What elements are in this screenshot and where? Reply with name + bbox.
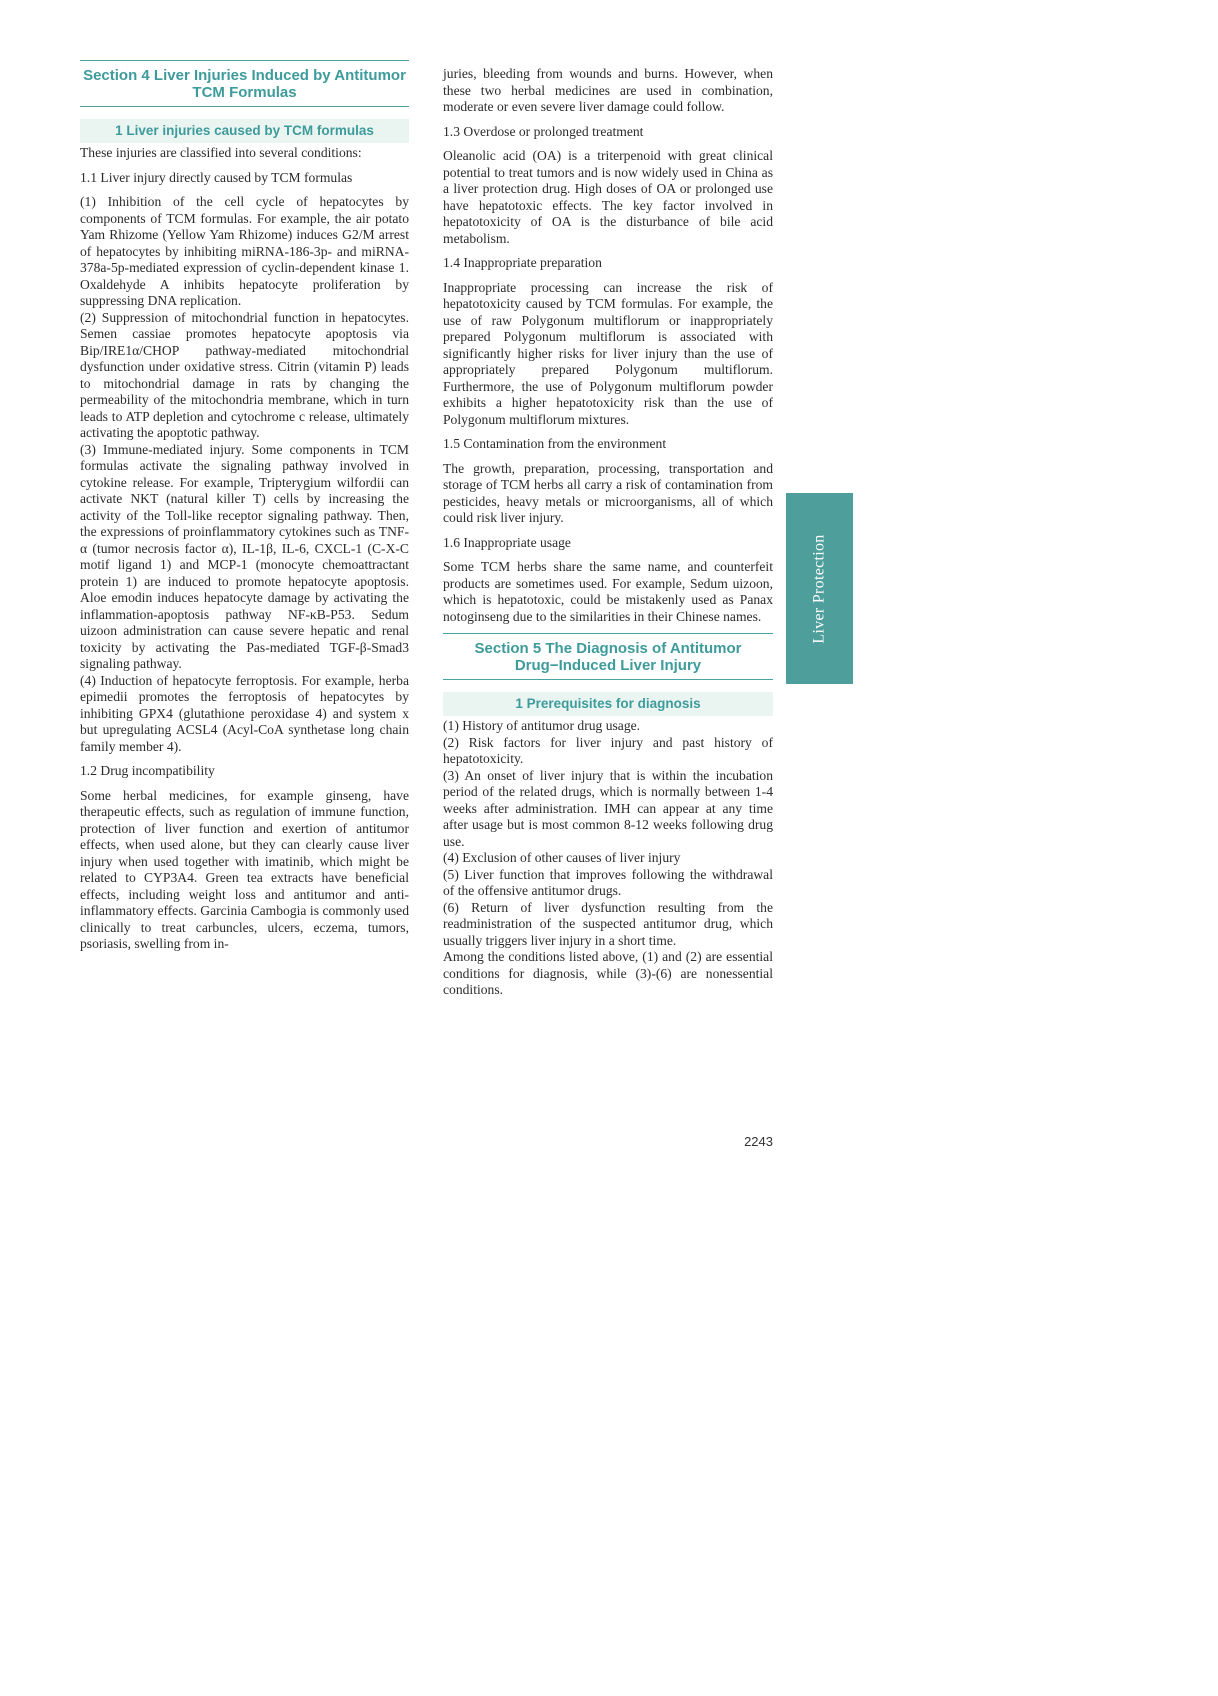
side-tab-label: Liver Protection: [810, 533, 828, 644]
paragraph-immune: (3) Immune-mediated injury. Some components in TCM formulas activate the signaling pathway involved in cytokine release. For example, Tripterygium wilfordii can activate NKT (natural killer T) cells by increasing the activity of the Toll-like receptor signaling pathway. Then, the expressions of proinflammatory cytokines such as TNF-α (tumor necrosis factor α), IL-1β, IL-6, CXCL-1 (C-X-C motif ligand 1) and MCP-1 (monocyte chemoattractant protein 1) are induced to promote hepatocyte apoptosis. Aloe emodin induces hepatocyte damage by activating the inflammation-apoptosis pathway NF-κB-P53. Sedum uizoon administration can cause severe hepatic and renal toxicity by activating the Pas-mediated TGF-β-Smad3 signaling pathway.: [80, 441, 409, 671]
diagnosis-item-3: (3) An onset of liver injury that is within the incubation period of the related drugs, which is normally between 1-4 weeks after administration. IMH can appear at any time after usage but is most common 8-12 weeks following drug use.: [443, 767, 773, 849]
right-column: [443, 66, 773, 999]
paragraph-preparation: Inappropriate processing can increase the risk of hepatotoxicity caused by TCM formulas. For example, the use of raw Polygonum multiflorum or inappropriately prepared Polygonum multiflorum is associated with significantly higher risks for liver injury than the use of appropriately prepared Polygonum multiflorum. Furthermore, the use of Polygonum multiflorum powder exhibits a higher hepatotoxicity risk than the use of Polygonum multiflorum mixtures.: [443, 279, 773, 427]
diagnosis-item-4: (4) Exclusion of other causes of liver injury: [443, 850, 681, 865]
heading-1-1: 1.1 Liver injury directly caused by TCM formulas: [80, 169, 353, 185]
diagnosis-item-6: (6) Return of liver dysfunction resulting from the readministration of the suspected antitumor drug, which usually triggers liver injury in a short time.: [443, 899, 773, 948]
paragraph-mitochondrial: (2) Suppression of mitochondrial function in hepatocytes. Semen cassiae promotes hepatocyte apoptosis via Bip/IRE1α/CHOP pathway-mediated mitochondrial dysfunction under oxidative stress. Citrin (vitamin P) leads to mitochondrial damage in rats by changing the permeability of the mitochondria membrane, which in turn leads to ATP depletion and cytochrome c release, ultimately activating the apoptotic pathway.: [80, 309, 409, 440]
intro-paragraph: These injuries are classified into several conditions:: [80, 145, 362, 160]
subsection-1-title: 1 Liver injuries caused by TCM formulas: [80, 119, 409, 143]
heading-1-6: 1.6 Inappropriate usage: [443, 534, 571, 550]
heading-1-5: 1.5 Contamination from the environment: [443, 436, 667, 451]
diagnosis-item-2: (2) Risk factors for liver injury and past history of hepatotoxicity.: [443, 734, 773, 766]
paragraph-overdose: Oleanolic acid (OA) is a triterpenoid with great clinical potential to treat tumors and is now widely used in China as a liver protection drug. High doses of OA or prolonged use have hepatotoxic effects. The key factor involved in hepatotoxicity of OA is the disturbance of bile acid metabolism.: [443, 148, 773, 246]
page-number: 2243: [744, 1134, 773, 1149]
diagnosis-item-5: (5) Liver function that improves following the withdrawal of the offensive antitumor drugs.: [443, 866, 773, 898]
subsection-prerequisites-title: 1 Prerequisites for diagnosis: [443, 692, 773, 716]
paragraph-ferroptosis: (4) Induction of hepatocyte ferroptosis. For example, herba epimedii promotes the ferroptosis of hepatocytes by inhibiting GPX4 (glutathione peroxidase 4) and system x but upregulating ACSL4 (Acyl-CoA synthetase long chain family member 4).: [80, 672, 409, 754]
paragraph-usage: Some TCM herbs share the same name, and counterfeit products are sometimes used. For example, Sedum uizoon, which is hepatotoxic, could be mistakenly used as Panax notoginseng due to the similarities in their Chinese names.: [443, 559, 773, 624]
section-4-title: Section 4 Liver Injuries Induced by Antitumor TCM Formulas: [80, 60, 409, 107]
paragraph-drug-incompatibility: Some herbal medicines, for example ginseng, have therapeutic effects, such as regulation of immune function, protection of liver function and exertion of antitumor effects, when used alone, but they can clearly cause liver injury when used together with imatinib, which might be related to CYP3A4. Green tea extracts have beneficial effects, including weight loss and antitumor and anti-inflammatory effects. Garcinia Cambogia is commonly used clinically to treat carbuncles, ulcers, eczema, tumors, psoriasis, swelling from in-: [80, 787, 409, 951]
left-column: [80, 60, 409, 953]
heading-1-3: 1.3 Overdose or prolonged treatment: [443, 123, 644, 139]
paragraph-cell-cycle: (1) Inhibition of the cell cycle of hepatocytes by components of TCM formulas. For example, the air potato Yam Rhizome (Yellow Yam Rhizome) induces G2/M arrest of hepatocytes by inhibiting miRNA-186-3p- and miRNA-378a-5p-mediated expression of cyclin-dependent kinase 1. Oxaldehyde A inhibits hepatocyte proliferation by suppressing DNA replication.: [80, 194, 409, 308]
heading-1-4: 1.4 Inappropriate preparation: [443, 255, 602, 270]
section-5-title: Section 5 The Diagnosis of Antitumor Drug−Induced Liver Injury: [443, 633, 773, 680]
diagnosis-summary: Among the conditions listed above, (1) and (2) are essential conditions for diagnosis, while (3)-(6) are nonessential conditions.: [443, 949, 773, 997]
diagnosis-item-1: (1) History of antitumor drug usage.: [443, 718, 641, 733]
paragraph-contamination: The growth, preparation, processing, transportation and storage of TCM herbs all carry a risk of contamination from pesticides, heavy metals or microorganisms, all of which could risk liver injury.: [443, 460, 773, 525]
side-tab: [786, 493, 853, 684]
paragraph-continued: juries, bleeding from wounds and burns. However, when these two herbal medicines are used in combination, moderate or even severe liver damage could follow.: [443, 66, 773, 114]
heading-1-2: 1.2 Drug incompatibility: [80, 763, 215, 778]
